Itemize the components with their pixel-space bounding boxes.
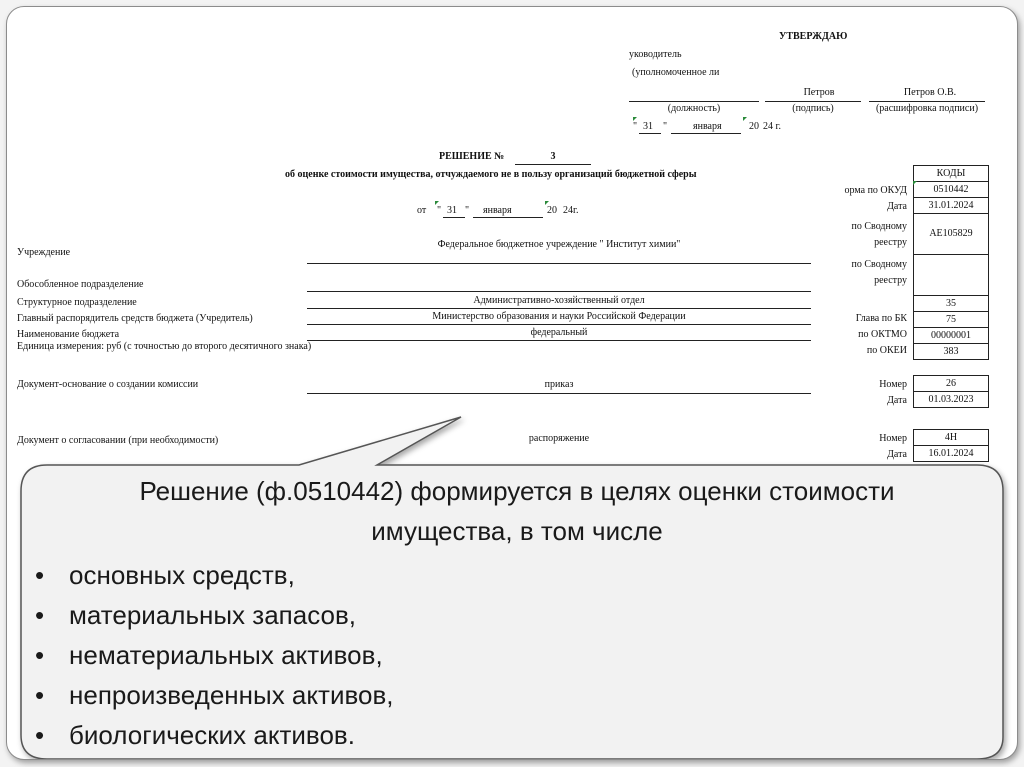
list-item: • основных средств, (27, 555, 1007, 595)
decision-day: 31 (447, 205, 457, 216)
basis-label: Документ-основание о создании комиссии (17, 379, 199, 390)
date-cell: 31.01.2024 (913, 197, 989, 214)
name-signature: Петров (803, 87, 835, 98)
num1-cell: 26 (913, 375, 989, 392)
callout-content (27, 471, 1007, 755)
approval-month: января (693, 121, 722, 132)
institution-value: Федеральное бюджетное учреждение " Институт химии" (437, 239, 681, 250)
okud-cell: 0510442 (913, 181, 989, 198)
decision-quote-close: " (465, 205, 470, 216)
reg1-cell: АЕ105829 (913, 213, 989, 255)
list-item: • биологических активов. (27, 715, 1007, 755)
decision-from: от (417, 205, 427, 216)
reg2-label-b: реестру (874, 275, 907, 286)
decision-subtitle: об оценке стоимости имущества, отчуждаемого не в пользу организаций бюджетной сферы (285, 169, 697, 180)
decision-month: января (483, 205, 512, 216)
approval-doc-label: Документ о согласовании (при необходимости) (17, 435, 219, 446)
list-item: • непроизведенных активов, (27, 675, 1007, 715)
reg2-label-a: по Сводному (851, 259, 907, 270)
okud-label: орма по ОКУД (844, 185, 907, 196)
date2-cell: 16.01.2024 (913, 445, 989, 462)
slide-frame (6, 6, 1018, 760)
caption-decode: (расшифровка подписи) (875, 103, 979, 114)
callout-list (27, 555, 1007, 755)
decision-title: РЕШЕНИЕ № (439, 151, 505, 162)
decision-quote-open: " (437, 205, 442, 216)
basis-value: приказ (544, 379, 574, 390)
approval-day: 31 (643, 121, 653, 132)
structural-label: Структурное подразделение (17, 297, 137, 308)
approval-year-prefix: 20 (749, 121, 759, 132)
institution-label: Учреждение (17, 247, 71, 258)
num2-cell: 4Н (913, 429, 989, 446)
decision-number: 3 (550, 151, 556, 162)
okei-cell: 383 (913, 343, 989, 360)
budget-value: федеральный (530, 327, 588, 338)
unit-label: Единица измерения: руб (с точностью до второго десятичного знака) (17, 341, 312, 352)
approval-header: УТВЕРЖДАЮ (779, 31, 848, 42)
reg1-label-b: реестру (874, 237, 907, 248)
head-sub: (уполномоченное ли (632, 67, 720, 78)
codes-header: КОДЫ (913, 165, 989, 182)
oktmo-cell: 00000001 (913, 327, 989, 344)
approval-quote-close: " (663, 121, 668, 132)
glava-label: Глава по БК (855, 313, 907, 324)
caption-signature: (подпись) (792, 103, 834, 114)
list-item: • материальных запасов, (27, 595, 1007, 635)
date2-label: Дата (887, 449, 907, 460)
date1-label: Дата (887, 395, 907, 406)
glava2-cell: 75 (913, 311, 989, 328)
oktmo-label: по ОКТМО (858, 329, 907, 340)
main-manager-value: Министерство образования и науки Российской Федерации (432, 311, 686, 322)
name-full: Петров О.В. (903, 87, 957, 98)
budget-label: Наименование бюджета (17, 329, 120, 340)
glava-cell: 35 (913, 295, 989, 312)
approval-quote-open: " (633, 121, 638, 132)
list-item: • нематериальных активов, (27, 635, 1007, 675)
date-label: Дата (887, 201, 907, 212)
num1-label: Номер (879, 379, 907, 390)
reg1-label-a: по Сводному (851, 221, 907, 232)
num2-label: Номер (879, 433, 907, 444)
structural-value: Административно-хозяйственный отдел (473, 295, 645, 306)
approval-year-suffix: 24 г. (763, 121, 781, 132)
date1-cell: 01.03.2023 (913, 391, 989, 408)
head-label: уководитель (629, 49, 682, 60)
okei-label: по ОКЕИ (866, 345, 907, 356)
main-manager-label: Главный распорядитель средств бюджета (Учредитель) (17, 313, 253, 324)
callout-title: Решение (ф.0510442) формируется в целях оценки стоимости имущества, в том числе (139, 476, 895, 546)
separate-label: Обособленное подразделение (17, 279, 144, 290)
decision-year-suffix: 24г. (563, 205, 579, 216)
caption-position: (должность) (667, 103, 721, 114)
approval-doc-value: распоряжение (528, 433, 590, 444)
decision-year-prefix: 20 (547, 205, 557, 216)
